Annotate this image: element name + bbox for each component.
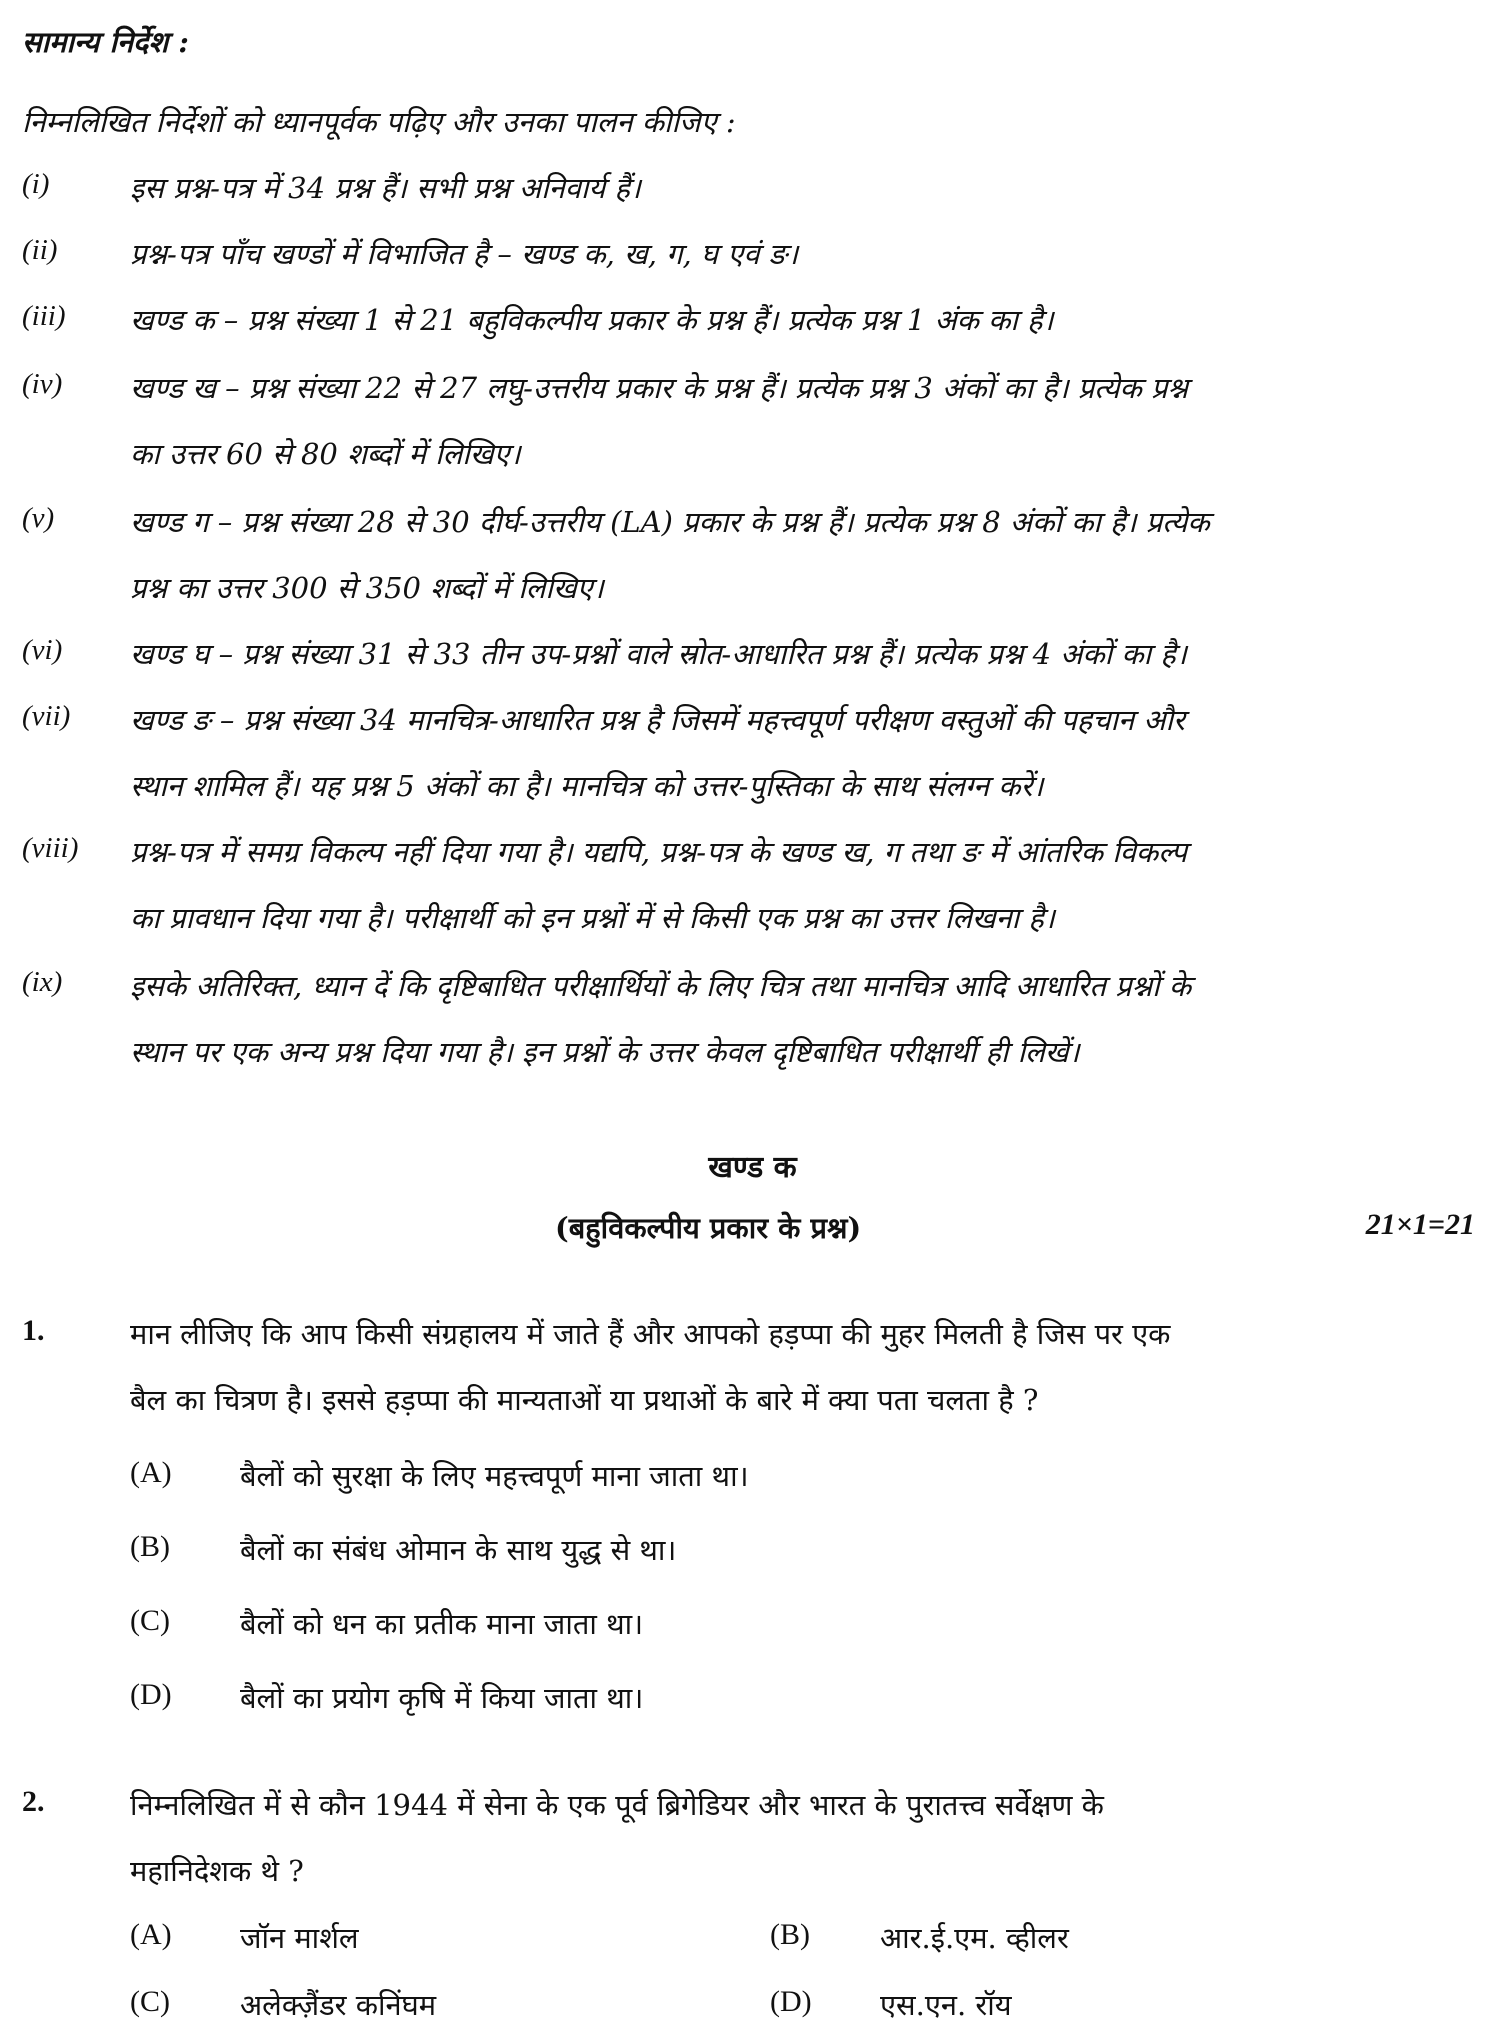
option-label-c: (C) — [130, 1604, 170, 1637]
instruction-label: (ix) — [22, 966, 63, 998]
option-label-b: (B) — [130, 1530, 170, 1563]
instruction-text: खण्ड ख – प्रश्न संख्या 22 से 27 लघु-उत्तरीय प्रकार के प्रश्न हैं। प्रत्येक प्रश्न 3 अंकों का है। प्रत्येक प्रश्न — [130, 371, 1189, 405]
instruction-label: (v) — [22, 502, 55, 534]
instruction-label: (vii) — [22, 700, 71, 732]
option-text-c: बैलों को धन का प्रतीक माना जाता था। — [240, 1607, 644, 1641]
instruction-text: खण्ड ग – प्रश्न संख्या 28 से 30 दीर्घ-उत्तरीय (LA) प्रकार के प्रश्न हैं। प्रत्येक प्रश्न 8 अंकों का है। प्रत्येक — [130, 505, 1210, 539]
question-text-cont: बैल का चित्रण है। इससे हड़प्पा की मान्यताओं या प्रथाओं के बारे में क्या पता चलता है ? — [130, 1383, 1039, 1417]
instruction-text: प्रश्न-पत्र में समग्र विकल्प नहीं दिया गया है। यद्यपि, प्रश्न-पत्र के खण्ड ख, ग तथा ङ में आंतरिक विकल्प — [130, 835, 1188, 869]
option-label-c: (C) — [130, 1985, 170, 2018]
instruction-text-cont: का प्रावधान दिया गया है। परीक्षार्थी को इन प्रश्नों में से किसी एक प्रश्न का उत्तर लिखना है। — [130, 901, 1055, 935]
option-text-d: बैलों का प्रयोग कृषि में किया जाता था। — [240, 1681, 644, 1715]
option-text-d: एस.एन. रॉय — [880, 1988, 1012, 2022]
instruction-text: खण्ड ङ – प्रश्न संख्या 34 मानचित्र-आधारित प्रश्न है जिसमें महत्त्वपूर्ण परीक्षण वस्तुओं की पहचान और — [130, 703, 1185, 737]
option-text-c: अलेक्ज़ैंडर कनिंघम — [240, 1988, 437, 2022]
question-text: निम्नलिखित में से कौन 1944 में सेना के एक पूर्व ब्रिगेडियर और भारत के पुरातत्त्व सर्वेक्षण के — [130, 1788, 1104, 1822]
option-label-a: (A) — [130, 1456, 172, 1489]
instruction-label: (ii) — [22, 234, 58, 266]
instruction-label: (viii) — [22, 832, 79, 864]
question-text-cont: महानिदेशक थे ? — [130, 1854, 304, 1888]
section-subtitle: (बहुविकल्पीय प्रकार के प्रश्न) — [555, 1211, 862, 1245]
section-title: खण्ड क — [708, 1150, 797, 1185]
section-marks: 21×1=21 — [1365, 1208, 1475, 1241]
instruction-text-cont: स्थान पर एक अन्य प्रश्न दिया गया है। इन प्रश्नों के उत्तर केवल दृष्टिबाधित परीक्षार्थी ही लिखें। — [130, 1035, 1080, 1069]
general-instructions-heading: सामान्य निर्देश : — [22, 25, 189, 59]
instruction-text: प्रश्न-पत्र पाँच खण्डों में विभाजित है – खण्ड क, ख, ग, घ एवं ङ। — [130, 237, 799, 271]
option-text-b: आर.ई.एम. व्हीलर — [880, 1921, 1069, 1955]
instruction-text: इसके अतिरिक्त, ध्यान दें कि दृष्टिबाधित परीक्षार्थियों के लिए चित्र तथा मानचित्र आदि आधारित प्रश्नों के — [130, 969, 1192, 1003]
instruction-label: (i) — [22, 168, 50, 200]
question-number: 1. — [22, 1314, 45, 1347]
instruction-text-cont: स्थान शामिल हैं। यह प्रश्न 5 अंकों का है। मानचित्र को उत्तर-पुस्तिका के साथ संलग्न करें। — [130, 769, 1044, 803]
instruction-text: इस प्रश्न-पत्र में 34 प्रश्न हैं। सभी प्रश्न अनिवार्य हैं। — [130, 171, 641, 205]
instruction-text-cont: का उत्तर 60 से 80 शब्दों में लिखिए। — [130, 437, 521, 471]
instruction-text: खण्ड घ – प्रश्न संख्या 31 से 33 तीन उप-प्रश्नों वाले स्रोत-आधारित प्रश्न हैं। प्रत्येक प्रश्न 4 अंकों का है। — [130, 637, 1187, 671]
instruction-label: (vi) — [22, 634, 63, 666]
instruction-text-cont: प्रश्न का उत्तर 300 से 350 शब्दों में लिखिए। — [130, 571, 604, 605]
option-label-d: (D) — [130, 1678, 172, 1711]
option-text-a: जॉन मार्शल — [240, 1921, 359, 1955]
instructions-intro: निम्नलिखित निर्देशों को ध्यानपूर्वक पढ़िए और उनका पालन कीजिए : — [22, 105, 736, 139]
option-text-a: बैलों को सुरक्षा के लिए महत्त्वपूर्ण माना जाता था। — [240, 1459, 749, 1493]
instruction-label: (iv) — [22, 368, 63, 400]
question-number: 2. — [22, 1785, 45, 1818]
instruction-label: (iii) — [22, 300, 66, 332]
option-text-b: बैलों का संबंध ओमान के साथ युद्ध से था। — [240, 1533, 677, 1567]
option-label-a: (A) — [130, 1918, 172, 1951]
option-label-d: (D) — [770, 1985, 812, 2018]
question-text: मान लीजिए कि आप किसी संग्रहालय में जाते हैं और आपको हड़प्पा की मुहर मिलती है जिस पर एक — [130, 1317, 1171, 1351]
option-label-b: (B) — [770, 1918, 810, 1951]
instruction-text: खण्ड क – प्रश्न संख्या 1 से 21 बहुविकल्पीय प्रकार के प्रश्न हैं। प्रत्येक प्रश्न 1 अंक का है। — [130, 303, 1054, 337]
